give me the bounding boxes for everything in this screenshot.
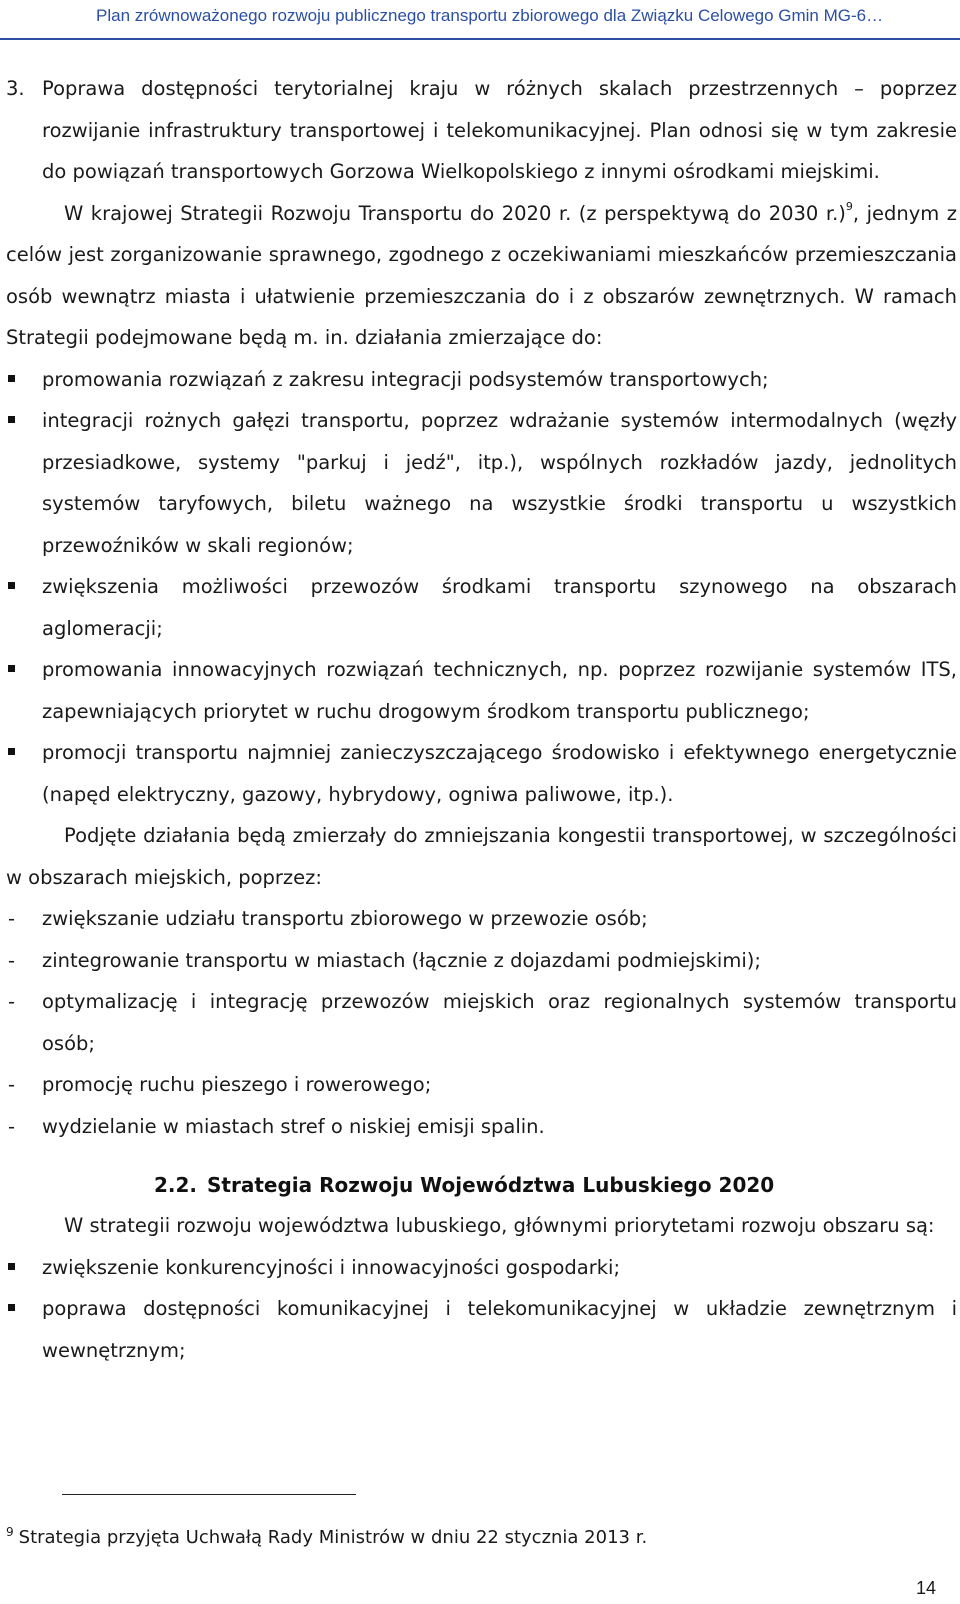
paragraph-text-before-ref: W krajowej Strategii Rozwoju Transportu do 2020 r. (z perspektywą do 2030 r.)	[64, 201, 846, 225]
bullet-item-text: promowania innowacyjnych rozwiązań technicznych, np. poprzez rozwijanie systemów ITS, zapewniających priorytet w ruchu drogowym środkom transportu publicznego;	[42, 658, 957, 723]
dash-item	[6, 981, 957, 1064]
bullet-item-text: poprawa dostępności komunikacyjnej i telekomunikacyjnej w układzie zewnętrznym i wewnętrznym;	[42, 1297, 957, 1362]
bullet-item	[6, 1288, 957, 1371]
page-number: 14	[915, 1578, 936, 1598]
header-title: Plan zrównoważonego rozwoju publicznego transportu zbiorowego dla Związku Celowego Gmin MG-6…	[96, 6, 884, 25]
bullet-item	[6, 359, 957, 401]
dash-item	[6, 940, 957, 982]
footnote-text: Strategia przyjęta Uchwałą Rady Ministrów w dniu 22 stycznia 2013 r.	[18, 1527, 648, 1548]
bullet-item	[6, 649, 957, 732]
section-intro: W strategii rozwoju województwa lubuskiego, głównymi priorytetami rozwoju obszaru są:	[64, 1214, 935, 1237]
square-bullet-icon	[8, 375, 15, 382]
congestion-paragraph: Podjęte działania będą zmierzały do zmniejszania kongestii transportowej, w szczególności w obszarach miejskich, poprzez:	[6, 824, 957, 889]
section-heading	[6, 1165, 957, 1205]
square-bullet-icon	[8, 665, 15, 672]
dash-marker: -	[8, 990, 16, 1013]
dash-list	[6, 898, 957, 1147]
paragraph-text-after-ref: , jednym z celów jest zorganizowanie sprawnego, zgodnego z oczekiwaniami mieszkańców przemieszczania osób wewnątrz miasta i ułatwienie przemieszczania do i z obszarów zewnętrznych. W ramach Strategii podejmowane będą m. in. działania zmierzające do:	[6, 201, 957, 349]
dash-item-text: zintegrowanie transportu w miastach (łącznie z dojazdami podmiejskimi);	[42, 948, 761, 972]
dash-item-text: zwiększanie udziału transportu zbiorowego w przewozie osób;	[42, 907, 648, 930]
actions-bullet-list	[6, 359, 957, 816]
dash-item	[6, 1064, 957, 1106]
bullet-item-text: zwiększenia możliwości przewozów środkami transportu szynowego na obszarach aglomeracji;	[42, 575, 957, 640]
footnote-separator	[62, 1494, 356, 1495]
item-text: Poprawa dostępności terytorialnej kraju w różnych skalach przestrzennych – poprzez rozwijanie infrastruktury transportowej i telekomunikacyjnej. Plan odnosi się w tym zakresie do powiązań transportowych Gorzowa Wielkopolskiego z innymi ośrodkami miejskimi.	[42, 77, 957, 183]
section-title: Strategia Rozwoju Województwa Lubuskiego 2020	[207, 1173, 775, 1197]
dash-item-text: promocję ruchu pieszego i rowerowego;	[42, 1073, 432, 1096]
dash-marker: -	[8, 907, 16, 930]
bullet-item	[6, 732, 957, 815]
page-header	[0, 0, 960, 40]
numbered-item-3	[6, 68, 957, 193]
bullet-item	[6, 566, 957, 649]
bullet-item-text: promocji transportu najmniej zanieczyszczającego środowisko i efektywnego energetycznie (napęd elektryczny, gazowy, hybrydowy, ogniwa paliwowe, itp.).	[42, 741, 957, 806]
dash-item	[6, 1106, 957, 1148]
square-bullet-icon	[8, 1263, 15, 1270]
dash-item-text: wydzielanie w miastach stref o niskiej emisji spalin.	[42, 1114, 545, 1138]
bullet-item	[6, 1247, 957, 1289]
document-body	[6, 68, 957, 1371]
bullet-item-text: promowania rozwiązań z zakresu integracji podsystemów transportowych;	[42, 367, 769, 391]
section-number: 2.2.	[154, 1173, 198, 1197]
strategy-paragraph	[6, 193, 957, 359]
square-bullet-icon	[8, 416, 15, 423]
square-bullet-icon	[8, 582, 15, 589]
square-bullet-icon	[8, 748, 15, 755]
dash-item-text: optymalizację i integrację przewozów miejskich oraz regionalnych systemów transportu osób;	[42, 990, 957, 1055]
footnote-reference: 9	[845, 199, 853, 213]
footnote	[6, 1520, 647, 1550]
priorities-bullet-list	[6, 1247, 957, 1372]
dash-item	[6, 898, 957, 940]
dash-marker: -	[8, 1073, 16, 1096]
dash-marker: -	[8, 948, 16, 972]
item-number: 3.	[6, 77, 25, 100]
footnote-number: 9	[6, 1525, 14, 1539]
square-bullet-icon	[8, 1304, 15, 1311]
bullet-item-text: zwiększenie konkurencyjności i innowacyjności gospodarki;	[42, 1255, 621, 1279]
bullet-item-text: integracji rożnych gałęzi transportu, poprzez wdrażanie systemów intermodalnych (węzły przesiadkowe, systemy "parkuj i jedź", itp.), wspólnych rozkładów jazdy, jednolitych systemów taryfowych, biletu ważnego na wszystkie środki transportu u wszystkich przewoźników w skali regionów;	[42, 409, 957, 557]
bullet-item	[6, 400, 957, 566]
dash-marker: -	[8, 1114, 16, 1138]
